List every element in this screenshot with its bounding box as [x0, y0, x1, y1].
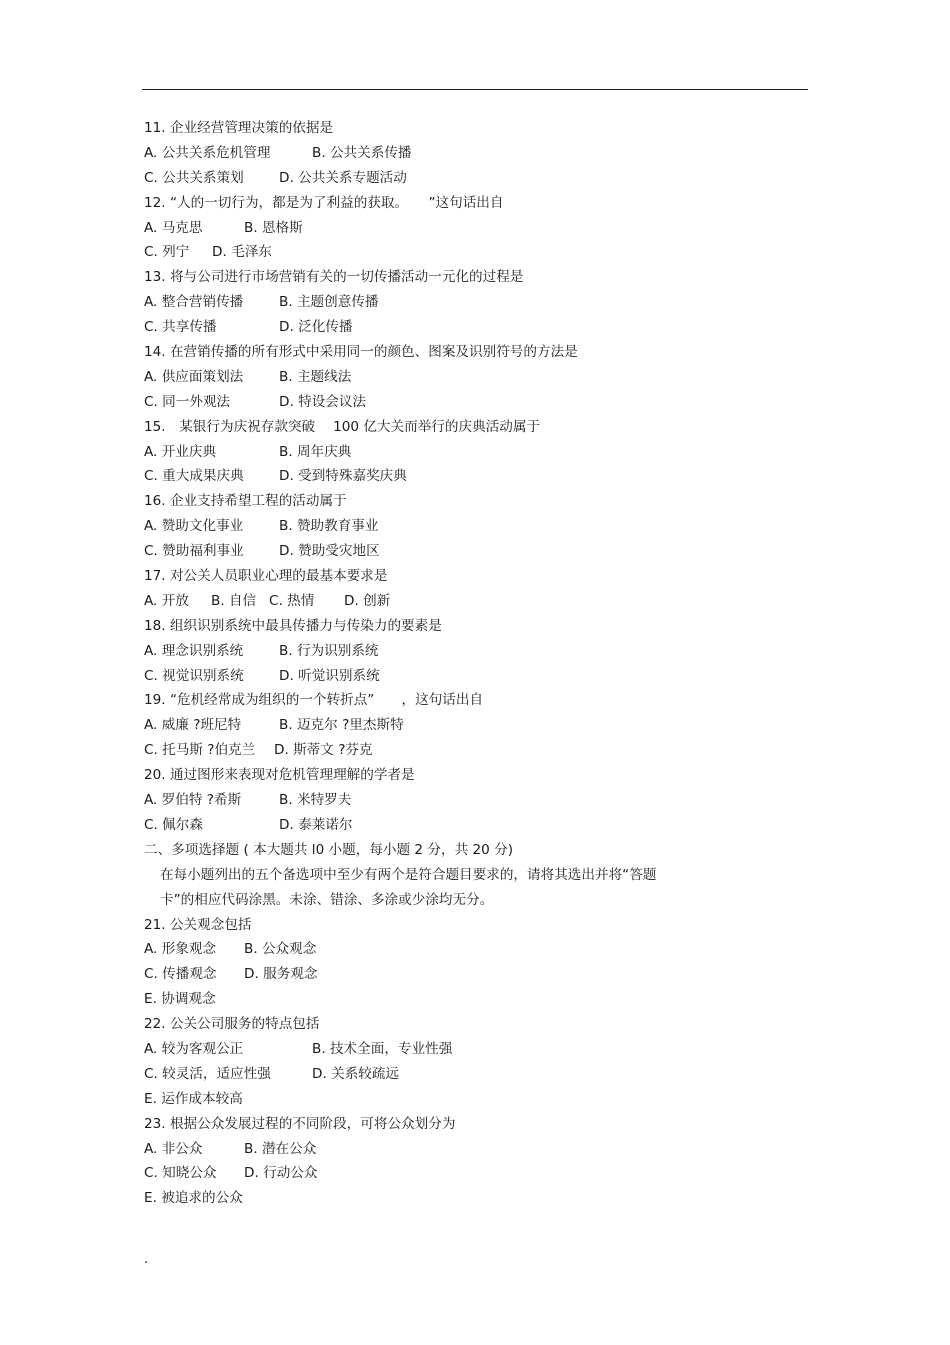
section-instruction-line-1: 在每小题列出的五个备选项中至少有两个是符合题目要求的，请将其选出并将“答题 — [160, 866, 657, 883]
answer-option: D. 行动公众 — [244, 1165, 318, 1182]
option-row — [144, 813, 804, 838]
option-row — [144, 166, 804, 191]
answer-option: D. 泛化传播 — [279, 319, 353, 336]
option-row — [144, 539, 804, 564]
answer-option: B. 公共关系传播 — [312, 144, 412, 161]
answer-option: B. 公众观念 — [244, 941, 317, 958]
answer-option: A. 威廉 ?班尼特 — [144, 717, 242, 734]
answer-option: D. 赞助受灾地区 — [279, 543, 380, 560]
question-stem: 12. “人的一切行为，都是为了利益的获取。 ”这句话出自 — [144, 194, 504, 211]
answer-option: C. 共享传播 — [144, 319, 217, 336]
answer-option: B. 自信 — [211, 592, 257, 609]
question-stem: 19. “危机经常成为组织的一个转折点” ，这句话出自 — [144, 692, 484, 709]
answer-option: B. 米特罗夫 — [279, 792, 352, 809]
answer-option: C. 知晓公众 — [144, 1165, 217, 1182]
question-stem: 15. 某银行为庆祝存款突破 100 亿大关而举行的庆典活动属于 — [144, 418, 541, 435]
option-row — [144, 639, 804, 664]
answer-option: A. 赞助文化事业 — [144, 518, 244, 535]
answer-option: E. 被追求的公众 — [144, 1190, 243, 1207]
option-row — [144, 937, 804, 962]
option-row — [144, 664, 804, 689]
question-stem: 13. 将与公司进行市场营销有关的一切传播活动一元化的过程是 — [144, 269, 524, 286]
option-row — [144, 390, 804, 415]
answer-option: C. 传播观念 — [144, 966, 217, 983]
exam-page-content — [144, 116, 804, 1211]
answer-option: A. 开业庆典 — [144, 443, 217, 460]
answer-option: C. 同一外观法 — [144, 393, 231, 410]
answer-option: C. 热情 — [269, 592, 315, 609]
question-stem: 11. 企业经营管理决策的依据是 — [144, 120, 334, 136]
answer-option: A. 公共关系危机管理 — [144, 144, 271, 161]
question-stem: 22. 公关公司服务的特点包括 — [144, 1016, 320, 1033]
answer-option: B. 周年庆典 — [279, 443, 352, 460]
single-choice-questions — [144, 116, 804, 838]
answer-option: D. 关系较疏远 — [312, 1065, 400, 1082]
answer-option: A. 开放 — [144, 592, 189, 609]
option-row — [144, 216, 804, 241]
option-row — [144, 1087, 804, 1112]
answer-option: E. 运作成本较高 — [144, 1090, 243, 1107]
answer-option: C. 视觉识别系统 — [144, 667, 244, 684]
answer-option: A. 整合营销传播 — [144, 294, 244, 311]
option-row — [144, 1137, 804, 1162]
question-stem: 23. 根据公众发展过程的不同阶段，可将公众划分为 — [144, 1115, 456, 1132]
answer-option: D. 听觉识别系统 — [279, 667, 380, 684]
answer-option: D. 毛泽东 — [212, 244, 272, 261]
answer-option: B. 潜在公众 — [244, 1140, 317, 1157]
header-rule — [142, 89, 808, 90]
answer-option: B. 恩格斯 — [244, 219, 303, 236]
answer-option: B. 行为识别系统 — [279, 642, 379, 659]
answer-option: D. 受到特殊嘉奖庆典 — [279, 468, 407, 485]
option-row — [144, 290, 804, 315]
answer-option: C. 列宁 — [144, 244, 190, 261]
answer-option: A. 供应面策划法 — [144, 368, 244, 385]
answer-option: D. 服务观念 — [244, 966, 318, 983]
answer-option: C. 公共关系策划 — [144, 169, 244, 186]
option-row — [144, 589, 804, 614]
answer-option: B. 技术全面，专业性强 — [312, 1040, 453, 1057]
answer-option: B. 迈克尔 ?里杰斯特 — [279, 717, 404, 734]
option-row — [144, 788, 804, 813]
answer-option: A. 马克思 — [144, 219, 203, 236]
answer-option: A. 较为客观公正 — [144, 1040, 244, 1057]
answer-option: C. 赞助福利事业 — [144, 543, 244, 560]
option-row — [144, 514, 804, 539]
answer-option: A. 罗伯特 ?希斯 — [144, 792, 242, 809]
question-stem: 17. 对公关人员职业心理的最基本要求是 — [144, 568, 388, 585]
section-instruction-line-2: 卡”的相应代码涂黑。未涂、错涂、多涂或少涂均无分。 — [160, 891, 494, 908]
option-row — [144, 962, 804, 987]
option-row — [144, 365, 804, 390]
answer-option: D. 公共关系专题活动 — [279, 169, 407, 186]
answer-option: A. 非公众 — [144, 1140, 203, 1157]
answer-option: B. 赞助教育事业 — [279, 518, 379, 535]
answer-option: C. 重大成果庆典 — [144, 468, 244, 485]
answer-option: B. 主题创意传播 — [279, 294, 379, 311]
option-row — [144, 1161, 804, 1186]
answer-option: E. 协调观念 — [144, 991, 216, 1008]
answer-option: A. 理念识别系统 — [144, 642, 244, 659]
option-row — [144, 1037, 804, 1062]
answer-option: D. 泰莱诺尔 — [279, 816, 353, 833]
option-row — [144, 987, 804, 1012]
option-row — [144, 713, 804, 738]
question-stem: 14. 在营销传播的所有形式中采用同一的颜色、图案及识别符号的方法是 — [144, 344, 578, 361]
question-stem: 21. 公关观念包括 — [144, 916, 252, 933]
option-row — [144, 1186, 804, 1211]
question-stem: 20. 通过图形来表现对危机管理理解的学者是 — [144, 767, 415, 784]
answer-option: D. 斯蒂文 ?芬克 — [274, 742, 373, 759]
answer-option: C. 托马斯 ?伯克兰 — [144, 742, 256, 759]
option-row — [144, 141, 804, 166]
section-heading: 二、多项选择题 ( 本大题共 l0 小题，每小题 2 分，共 20 分) — [144, 841, 514, 858]
option-row — [144, 738, 804, 763]
multiple-choice-questions — [144, 913, 804, 1212]
option-row — [144, 464, 804, 489]
answer-option: D. 特设会议法 — [279, 393, 367, 410]
answer-option: C. 佩尔森 — [144, 816, 203, 833]
option-row — [144, 315, 804, 340]
answer-option: A. 形象观念 — [144, 941, 217, 958]
answer-option: D. 创新 — [344, 592, 391, 609]
question-stem: 18. 组织识别系统中最具传播力与传染力的要素是 — [144, 617, 442, 634]
footer-mark: . — [144, 1252, 149, 1267]
option-row — [144, 240, 804, 265]
option-row — [144, 440, 804, 465]
answer-option: B. 主题线法 — [279, 368, 352, 385]
question-stem: 16. 企业支持希望工程的活动属于 — [144, 493, 347, 510]
option-row — [144, 1062, 804, 1087]
answer-option: C. 较灵活，适应性强 — [144, 1065, 271, 1082]
